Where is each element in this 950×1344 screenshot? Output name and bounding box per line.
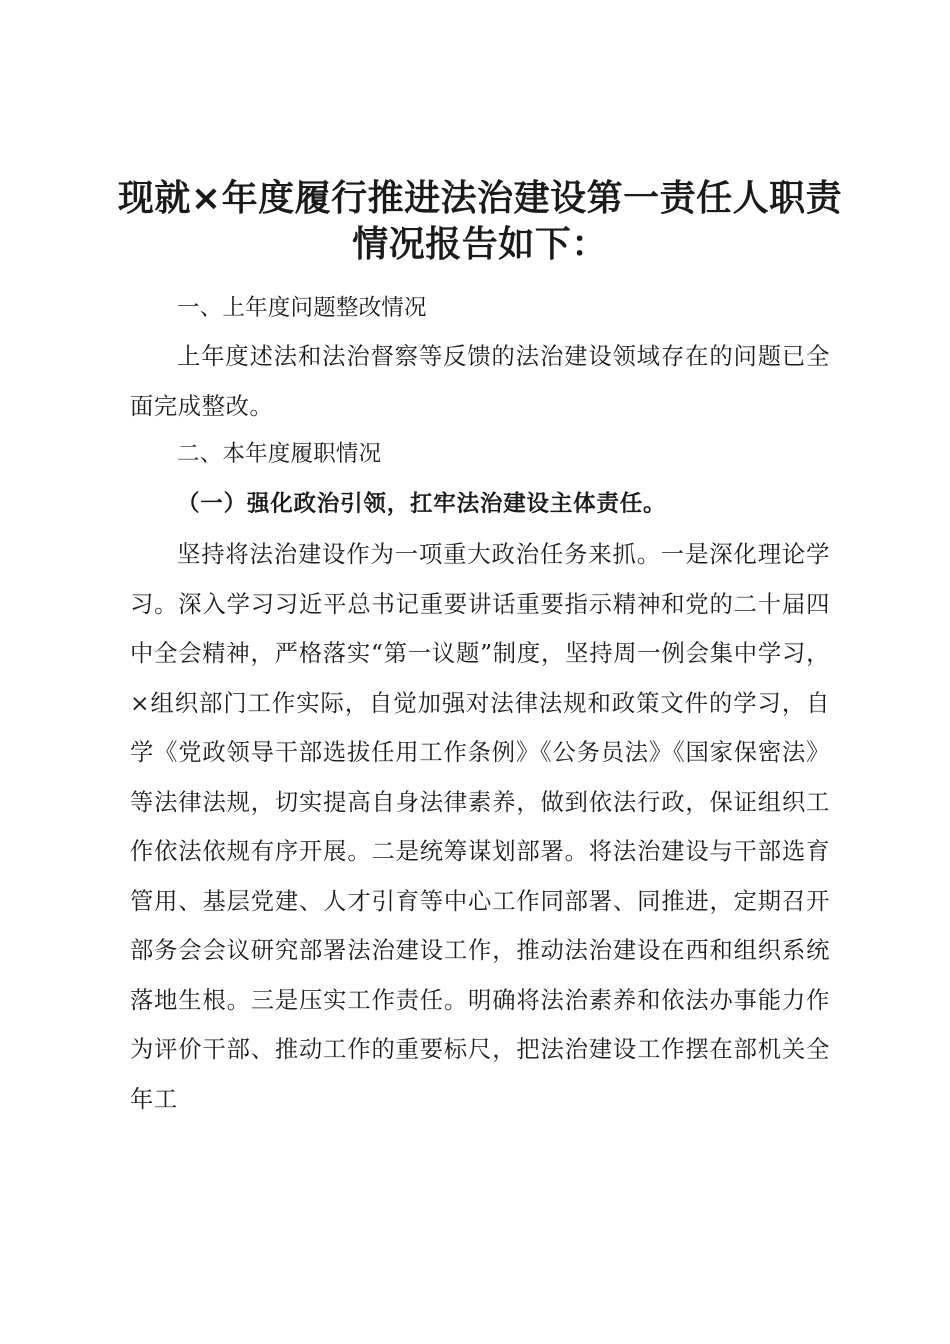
section-heading-2: 二、本年度履职情况	[177, 441, 382, 467]
section-body-1: 上年度述法和法治督察等反馈的法治建设领域存在的问题已全面完成整改。	[130, 343, 830, 420]
document-title: 现就×年度履行推进法治建设第一责任人职责情况报告如下：	[117, 178, 843, 265]
section-heading-1: 一、上年度问题整改情况	[177, 295, 427, 321]
subsection-body-1: 坚持将法治建设作为一项重大政治任务来抓。一是深化理论学习。深入学习习近平总书记重要讲话重要指示精神和党的二十届四中全会精神，严格落实“第一议题”制度，坚持周一例会集中学习，×组织部门工作实际，自觉加强对法律法规和政策文件的学习，自学《党政领导干部选拔任用工作条例》《公务员法》《国家保密法》等法律法规，切实提高自身法律素养，做到依法行政，保证组织工作依法依规有序开展。二是统筹谋划部署。将法治建设与干部选育管用、基层党建、人才引育等中心工作同部署、同推进，定期召开部务会会议研究部署法治建设工作，推动法治建设在西和组织系统落地生根。三是压实工作责任。明确将法治素养和依法办事能力作为评价干部、推动工作的重要标尺，把法治建设工作摆在部机关全年工	[130, 541, 830, 1113]
subsection-heading-1: （一）强化政治引领，扛牢法治建设主体责任。	[177, 491, 667, 517]
